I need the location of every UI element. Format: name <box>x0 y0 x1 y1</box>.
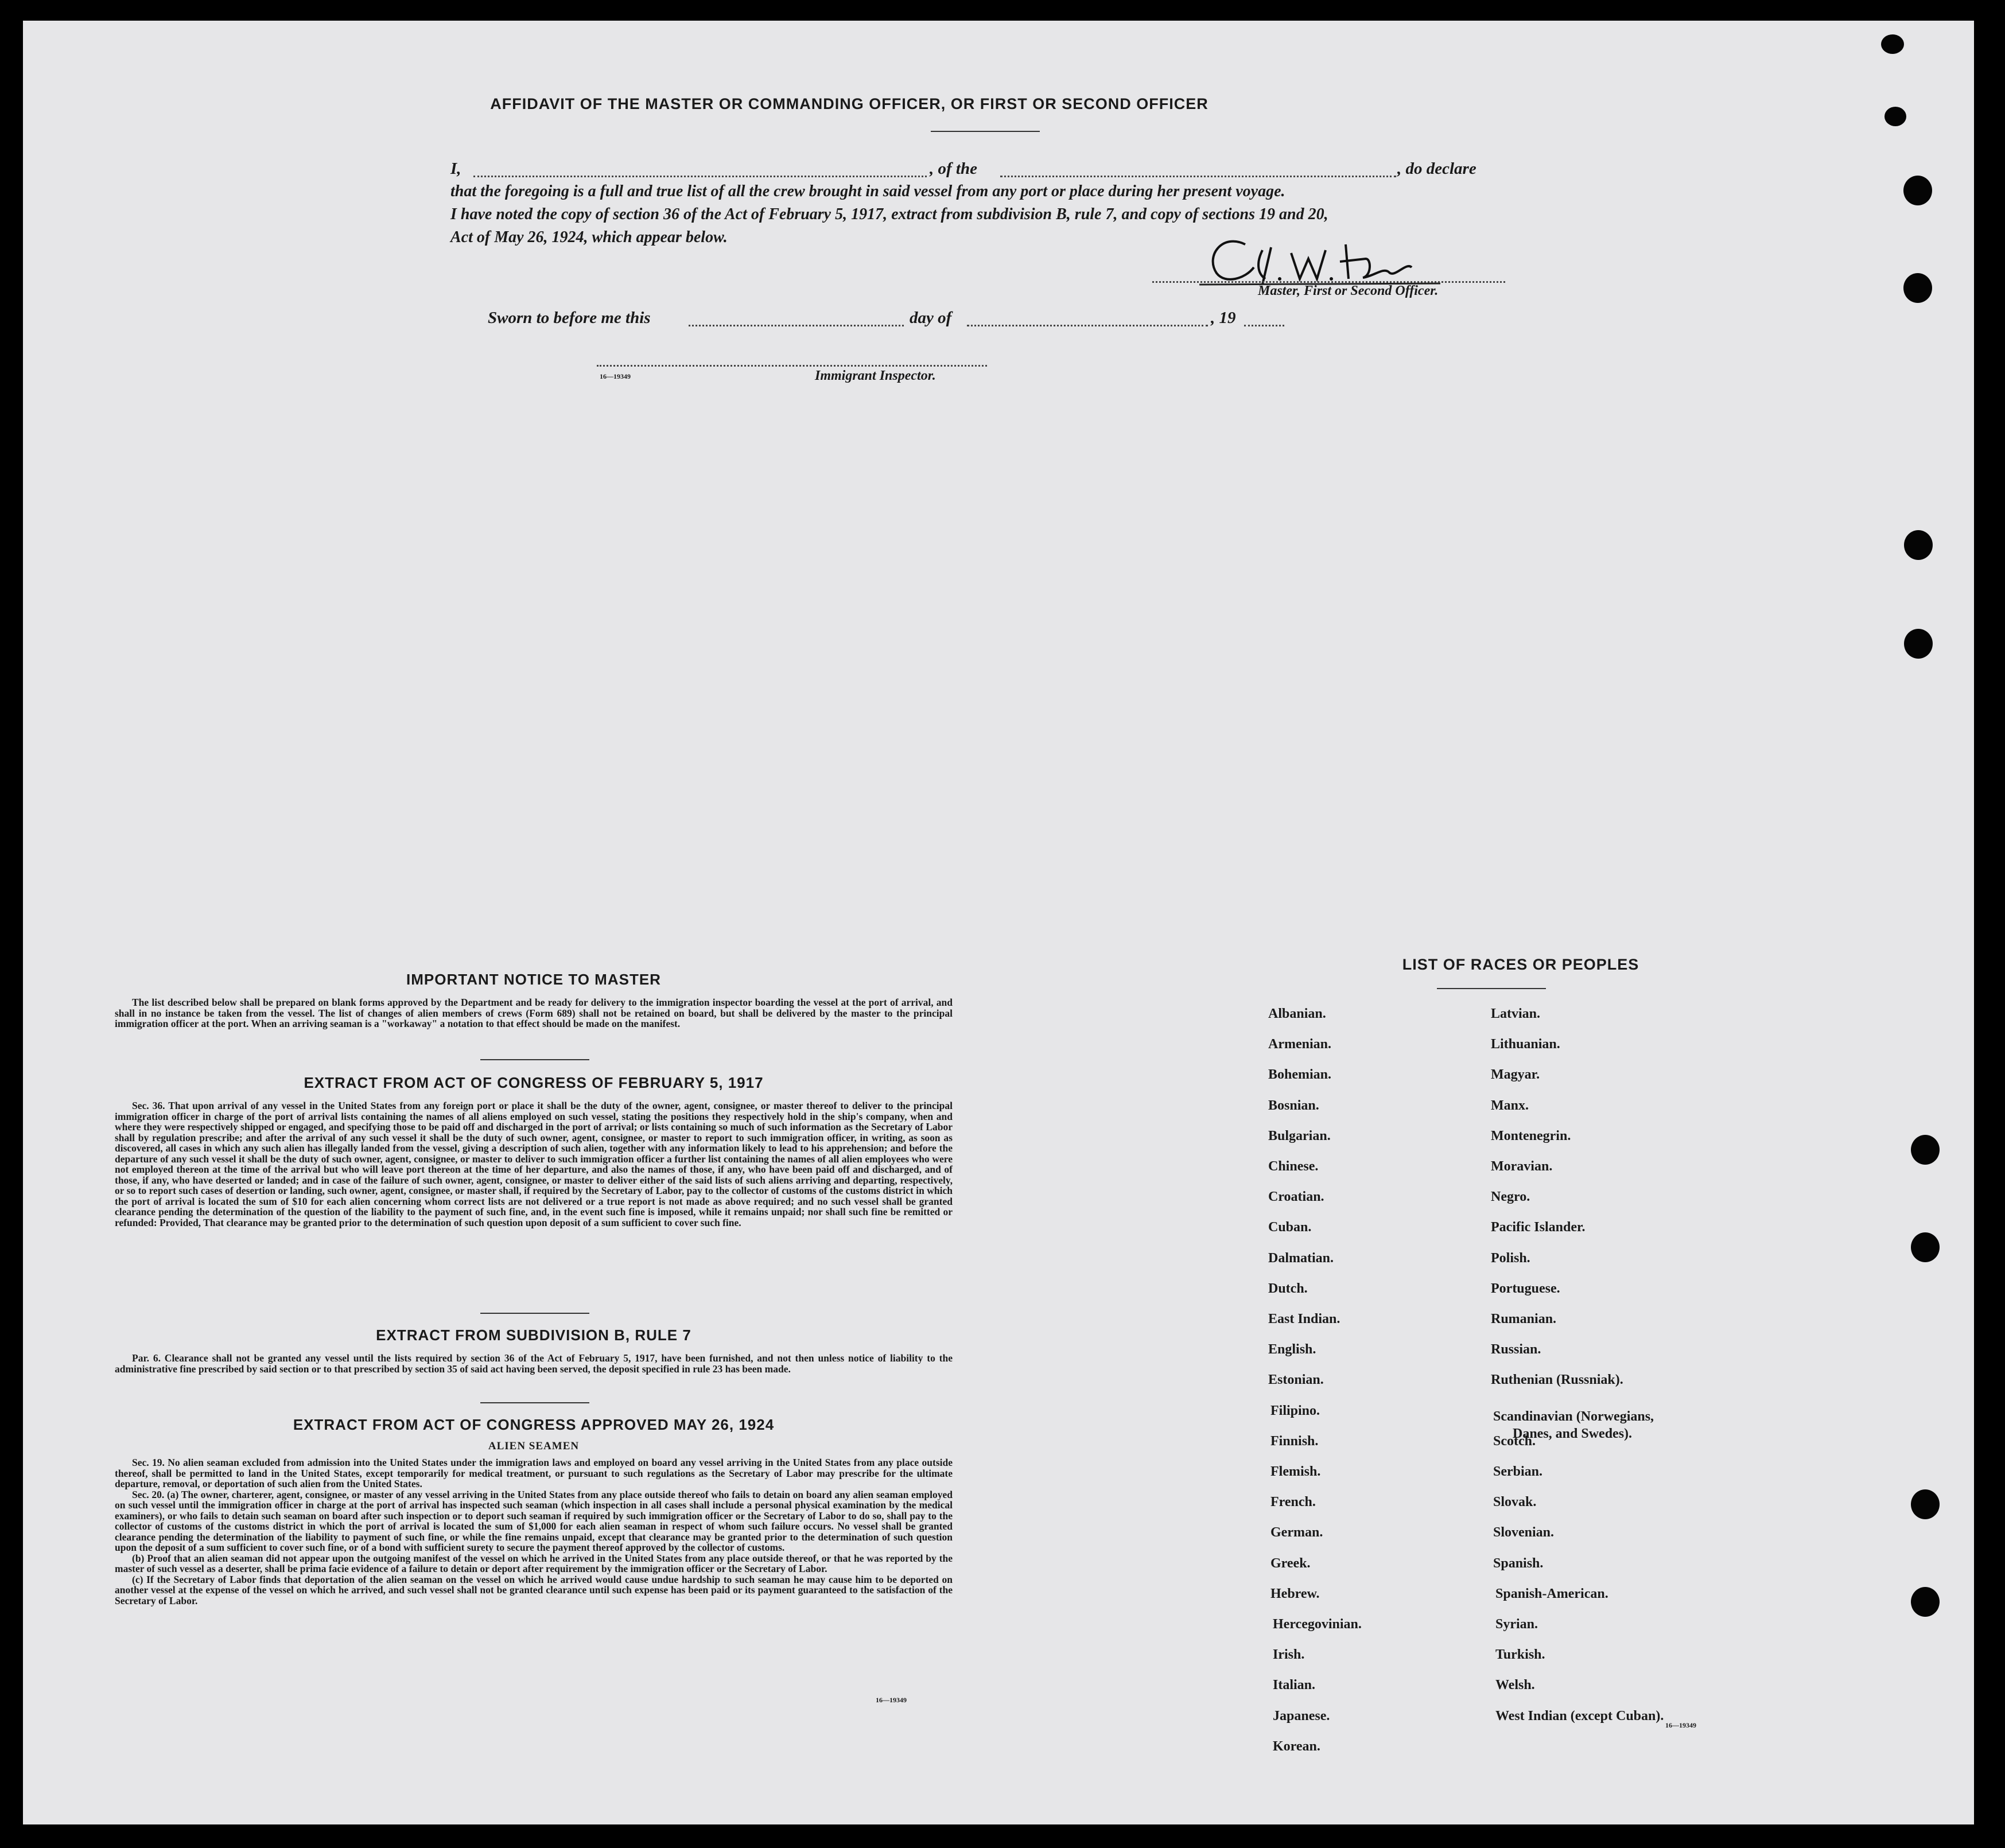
race-item: Bohemian. <box>1268 1067 1332 1083</box>
race-item: Japanese. <box>1273 1708 1330 1723</box>
race-item: Polish. <box>1491 1250 1530 1266</box>
race-item: Scandinavian (Norwegians, <box>1493 1409 1654 1424</box>
race-item: Bosnian. <box>1268 1098 1319 1113</box>
name-field[interactable] <box>473 176 927 177</box>
race-item: Russian. <box>1491 1342 1541 1357</box>
affidavit-title: AFFIDAVIT OF THE MASTER OR COMMANDING OFFICER, OR FIRST OR SECOND OFFICER <box>490 95 1209 112</box>
race-item: Ruthenian (Russniak). <box>1491 1372 1623 1388</box>
title-divider <box>931 131 1040 132</box>
race-item: Chinese. <box>1268 1159 1319 1174</box>
race-item: Estonian. <box>1268 1372 1324 1388</box>
extract-1917-title: EXTRACT FROM ACT OF CONGRESS OF FEBRUARY 5, 1917 <box>304 1074 764 1091</box>
race-item: Scotch. <box>1493 1433 1536 1449</box>
race-item: Greek. <box>1270 1555 1311 1571</box>
race-item: English. <box>1268 1342 1316 1357</box>
race-item: Welsh. <box>1495 1678 1535 1693</box>
extract-1917-body <box>115 1100 953 1228</box>
race-item: Serbian. <box>1493 1464 1543 1479</box>
race-item: Bulgarian. <box>1268 1128 1331 1143</box>
race-item: Manx. <box>1491 1098 1529 1113</box>
race-item: Latvian. <box>1491 1006 1541 1021</box>
affidavit-line2: that the foregoing is a full and true list of all the crew brought in said vessel from any port or place during her present voyage. <box>450 182 1285 200</box>
affidavit-line4: Act of May 26, 1924, which appear below. <box>450 228 728 246</box>
section-divider <box>480 1402 589 1403</box>
binder-hole <box>1881 34 1904 54</box>
extract-1924-body <box>115 1457 953 1606</box>
section-divider <box>480 1059 589 1060</box>
race-item: Armenian. <box>1268 1037 1331 1052</box>
sec20b-paragraph: (b) Proof that an alien seaman did not appear upon the outgoing manifest of the vessel on which he arrived in the United States from any place outside thereof, or that he was reported by the master of such vessel as a deserter, shall be prima facie evidence of a failure to detain or deport after requirement by the immigration officer or the Secretary of Labor. <box>115 1552 953 1574</box>
pronoun-i: I, <box>450 159 461 178</box>
notice-paragraph: The list described below shall be prepared on blank forms approved by the Department and be ready for delivery to the immigration inspector boarding the vessel at the port of arrival, and shall in no instance be taken from the vessel. The list of changes of alien members of crews (Form 689) shall not be retained on board, but shall be delivered by the master to the principal immigration officer at the port. When an arriving seaman is a "workaway" a notation to that effect should be made on the manifest. <box>115 997 953 1029</box>
race-item: Negro. <box>1491 1189 1530 1205</box>
sec20c-paragraph: (c) If the Secretary of Labor finds that deportation of the alien seaman on the vessel on which he arrived would cause undue hardship to such seaman he may cause him to be deported on another vessel at the expense of the vessel on which he arrived, and such vessel shall not be granted clearance until such expense has been paid or its payment guaranteed to the satisfaction of the Secretary of Labor. <box>115 1573 953 1606</box>
notice-body <box>115 997 953 1029</box>
race-item: Portuguese. <box>1491 1281 1560 1296</box>
race-item: Italian. <box>1273 1678 1316 1693</box>
sworn-day-field[interactable] <box>689 325 904 326</box>
of-the-label: , of the <box>930 159 977 178</box>
race-item: Moravian. <box>1491 1159 1553 1174</box>
race-item: Turkish. <box>1495 1647 1545 1663</box>
race-item: Slovenian. <box>1493 1525 1555 1540</box>
race-item: West Indian (except Cuban). <box>1495 1708 1664 1723</box>
race-item: Spanish. <box>1493 1555 1544 1571</box>
inspector-signature-line <box>597 365 987 367</box>
race-item: East Indian. <box>1268 1312 1340 1326</box>
form-number-bottom-left: 16—19349 <box>876 1696 907 1704</box>
race-item: Slovak. <box>1493 1495 1537 1510</box>
binder-hole <box>1911 1489 1940 1519</box>
race-item: Magyar. <box>1491 1067 1540 1083</box>
rule-7-body <box>115 1353 953 1374</box>
vessel-field[interactable] <box>1000 176 1396 177</box>
rule-7-title: EXTRACT FROM SUBDIVISION B, RULE 7 <box>376 1326 691 1344</box>
binder-hole <box>1884 107 1906 126</box>
race-item: Hercegovinian. <box>1273 1617 1362 1632</box>
race-item: Pacific Islander. <box>1491 1220 1586 1235</box>
notice-title: IMPORTANT NOTICE TO MASTER <box>406 971 661 988</box>
form-number-bottom-right: 16—19349 <box>1665 1721 1696 1729</box>
race-item: French. <box>1270 1495 1316 1510</box>
binder-hole <box>1911 1232 1940 1262</box>
race-item: Danes, and Swedes). <box>1513 1426 1633 1441</box>
section-divider <box>480 1313 589 1314</box>
sworn-line <box>488 309 1314 332</box>
race-item: Finnish. <box>1270 1433 1319 1449</box>
race-item: Dalmatian. <box>1268 1250 1334 1266</box>
race-item: Irish. <box>1273 1647 1305 1663</box>
signature-line <box>1152 281 1505 283</box>
affidavit-line1 <box>450 159 1552 182</box>
race-item: Flemish. <box>1270 1464 1321 1479</box>
race-item: Montenegrin. <box>1491 1128 1571 1143</box>
race-item: Filipino. <box>1270 1403 1320 1418</box>
race-item: Albanian. <box>1268 1006 1326 1021</box>
extract-1924-title: EXTRACT FROM ACT OF CONGRESS APPROVED MAY 26, 1924 <box>293 1416 775 1433</box>
race-item: Rumanian. <box>1491 1312 1557 1326</box>
race-item: Hebrew. <box>1270 1586 1320 1601</box>
sworn-label: Sworn to before me this <box>488 309 651 327</box>
race-item: Syrian. <box>1495 1617 1538 1632</box>
do-declare-label: , do declare <box>1397 159 1476 178</box>
races-title: LIST OF RACES OR PEOPLES <box>1402 956 1639 973</box>
sworn-month-field[interactable] <box>967 325 1208 326</box>
binder-hole <box>1904 530 1933 560</box>
race-item: Lithuanian. <box>1491 1037 1560 1052</box>
races-divider <box>1437 988 1546 989</box>
binder-hole <box>1911 1587 1940 1617</box>
binder-hole <box>1903 176 1932 205</box>
day-of-label: day of <box>910 309 952 327</box>
signature-caption: Master, First or Second Officer. <box>1258 283 1439 298</box>
sec20a-paragraph: Sec. 20. (a) The owner, charterer, agent, consignee, or master of any vessel arriving in the United States from any place outside thereof who fails to detain on board any alien seaman employed on such vessel until the immigration officer in charge at the port of arrival has inspected such seaman (which inspection in all cases shall include a personal physical examination by the medical examiners), or who fails to detain such seaman on board after such inspection or to deport such seaman if required by such immigration officer or the Secretary of Labor to do so, shall pay to the collector of customs of the customs district in which the port of arrival is located the sum of $1,000 for each alien seaman in respect of whom such failure occurs. No vessel shall be granted clearance pending the determination of the liability to payment of such fine, or while the fine remains unpaid, except that clearance may be granted prior to the determination of such question upon the deposit of a sum sufficient to cover such fine, or of a bond with sufficient surety to secure the payment thereof approved by the collector of customs. <box>115 1488 953 1553</box>
race-item: Dutch. <box>1268 1281 1308 1296</box>
sec36-paragraph: Sec. 36. That upon arrival of any vessel in the United States from any foreign port or place it shall be the duty of the owner, agent, consignee, or master thereof to deliver to the principal immigration officer in charge of the port of arrival lists containing the names of all aliens employed on such vessel, stating the positions they respectively hold in the ship's company, when and where they were respectively shipped or engaged, and specifying those to be paid off and discharged in the port of arrival; or lists containing so much of such information as the Secretary of Labor shall by regulation prescribe; and after the arrival of any such vessel it shall be the duty of such owner, agent, consignee, or master to report to such immigration officer, in writing, as soon as discovered, all cases in which any such alien has illegally landed from the vessel, giving a description of such alien, together with any information likely to lead to his apprehension; and before the departure of any such vessel it shall be the duty of such owner, agent, consignee, or master to deliver to such immigration officer a further list containing the names of all alien employees who were not employed thereon at the time of the arrival but who will leave port thereon at the time of her departure, and also the names of those, if any, who have been paid off and discharged, and of those, if any, who have deserted or landed; and in case of the failure of such owner, agent, consignee, or master to deliver either of the said lists of such aliens arriving and departing, respectively, or so to report such cases of desertion or landing, such owner, agent, consignee, or master shall, if required by the Secretary of Labor, pay to the collector of customs of the customs district in which the port of arrival is located the sum of $10 for each alien concerning whom correct lists are not delivered or a true report is not made as above required; and no such vessel shall be granted clearance pending the determination of the question of the liability to the payment of such fine, and, in the event such fine is imposed, while it remains unpaid; nor shall such fine be remitted or refunded: Provided, That clearance may be granted prior to the determination of such question upon deposit of a sum sufficient to cover such fine. <box>115 1100 953 1228</box>
race-item: Cuban. <box>1268 1220 1312 1235</box>
inspector-caption: Immigrant Inspector. <box>815 368 936 383</box>
race-item: German. <box>1270 1525 1323 1540</box>
sec19-paragraph: Sec. 19. No alien seaman excluded from admission into the United States under the immigration laws and employed on board any vessel arriving in the United States from any place outside thereof, shall be permitted to land in the United States, except temporarily for medical treatment, or pursuant to such regulations as the Secretary of Labor may prescribe for the ultimate departure, removal, or deportation of such alien from the United States. <box>115 1457 953 1489</box>
document-sheet <box>23 21 1974 1824</box>
binder-hole <box>1904 629 1933 659</box>
year-label: , 19 <box>1211 309 1236 327</box>
sworn-year-field[interactable] <box>1244 325 1284 326</box>
race-item: Korean. <box>1273 1738 1320 1754</box>
form-number-top: 16—19349 <box>600 372 631 380</box>
par6-paragraph: Par. 6. Clearance shall not be granted any vessel until the lists required by section 36 of the Act of February 5, 1917, have been furnished, and not then unless notice of liability to the administrative fine prescribed by said section or to that prescribed by section 35 of said act having been served, the deposit specified in rule 23 has been made. <box>115 1352 953 1375</box>
affidavit-line3: I have noted the copy of section 36 of the Act of February 5, 1917, extract from subdivision B, rule 7, and copy of sections 19 and 20, <box>450 205 1328 223</box>
race-item: Spanish-American. <box>1495 1586 1608 1601</box>
race-item: Croatian. <box>1268 1189 1324 1205</box>
binder-hole <box>1911 1135 1940 1165</box>
alien-seamen-subtitle: ALIEN SEAMEN <box>488 1440 580 1452</box>
binder-hole <box>1903 273 1932 303</box>
